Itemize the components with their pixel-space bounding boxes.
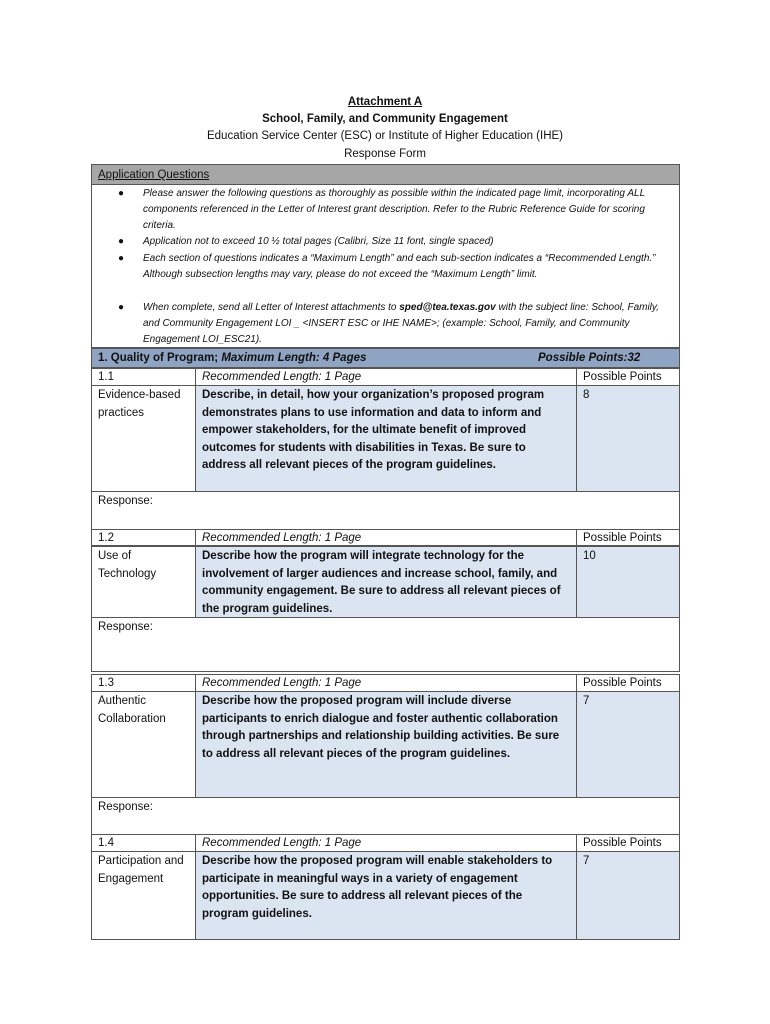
instruction-4: When complete, send all Letter of Interest attachments to sped@tea.texas.gov with the subject line: School, Family, and Community Engagement LOI _ <INSERT ESC or IHE NAME>; (example: School, Family, and Community Engagement LOI_ESC21).: [143, 302, 659, 345]
recommended-length: Recommended Length: 1 Page: [196, 674, 577, 692]
question-name: Authentic Collaboration: [91, 692, 196, 798]
section-header: 1. Quality of Program; Maximum Length: 4 Pages Possible Points:32: [91, 348, 680, 368]
bullet-icon: ●: [118, 188, 125, 199]
question-number: 1.1: [91, 368, 196, 386]
response-field[interactable]: Response:: [91, 618, 680, 672]
question-name: Use of Technology: [91, 547, 196, 618]
section-points: Possible Points:32: [538, 352, 641, 364]
question-points: 10: [577, 547, 680, 618]
form-org-line: Education Service Center (ESC) or Institute of Higher Education (IHE): [206, 130, 564, 142]
instruction-1: Please answer the following questions as thoroughly as possible within the indicated page limit, incorporating ALL components referenced in the Letter of Interest grant description. Refer to the Rubric Reference Guide for scoring criteria.: [143, 188, 645, 231]
response-field[interactable]: Response:: [91, 492, 680, 546]
instruction-2: Application not to exceed 10 ½ total pages (Calibri, Size 11 font, single spaced): [143, 236, 494, 247]
question-points: 8: [577, 386, 680, 492]
bullet-icon: ●: [118, 253, 125, 264]
submission-email[interactable]: sped@tea.texas.gov: [399, 302, 496, 313]
recommended-length: Recommended Length: 1 Page: [196, 368, 577, 386]
question-description: Describe how the proposed program will enable stakeholders to participate in meaningful ways in a variety of engagement opportunities. Be sure to address all relevant pieces of the program guidelines.: [196, 852, 577, 940]
bullet-icon: ●: [118, 302, 125, 313]
possible-points-label: Possible Points: [577, 834, 680, 852]
possible-points-label: Possible Points: [577, 368, 680, 386]
question-points: 7: [577, 852, 680, 940]
possible-points-label: Possible Points: [577, 529, 680, 547]
bullet-icon: ●: [118, 236, 125, 247]
form-type-line: Response Form: [344, 148, 426, 160]
attachment-title: Attachment A: [347, 96, 423, 108]
question-number: 1.4: [91, 834, 196, 852]
question-description: Describe, in detail, how your organization’s proposed program demonstrates plans to use information and data to inform and empower stakeholders, for the ultimate benefit of improved outcomes for students with disabilities in Texas. Be sure to address all relevant pieces of the program guidelines.: [196, 386, 577, 492]
question-points: 7: [577, 692, 680, 798]
question-name: Participation and Engagement: [91, 852, 196, 940]
question-description: Describe how the proposed program will include diverse participants to enrich dialogue and foster authentic collaboration through partnerships and relationship building activities. Be sure to address all relevant pieces of the program guidelines.: [196, 692, 577, 798]
recommended-length: Recommended Length: 1 Page: [196, 834, 577, 852]
possible-points-label: Possible Points: [577, 674, 680, 692]
response-field[interactable]: Response:: [91, 798, 680, 852]
form-subtitle: School, Family, and Community Engagement: [262, 113, 508, 125]
question-name: Evidence-based practices: [91, 386, 196, 492]
question-number: 1.3: [91, 674, 196, 692]
recommended-length: Recommended Length: 1 Page: [196, 529, 577, 547]
question-description: Describe how the program will integrate technology for the involvement of larger audiences and increase school, family, and community engagement. Be sure to address all relevant pieces of the program guidelines.: [196, 547, 577, 618]
question-number: 1.2: [91, 529, 196, 547]
application-questions-header: Application Questions: [91, 164, 680, 185]
instruction-3: Each section of questions indicates a “Maximum Length” and each sub-section indicates a “Recommended Length.” Although subsection lengths may vary, please do not exceed the “Maximum Length” limit.: [143, 253, 656, 280]
